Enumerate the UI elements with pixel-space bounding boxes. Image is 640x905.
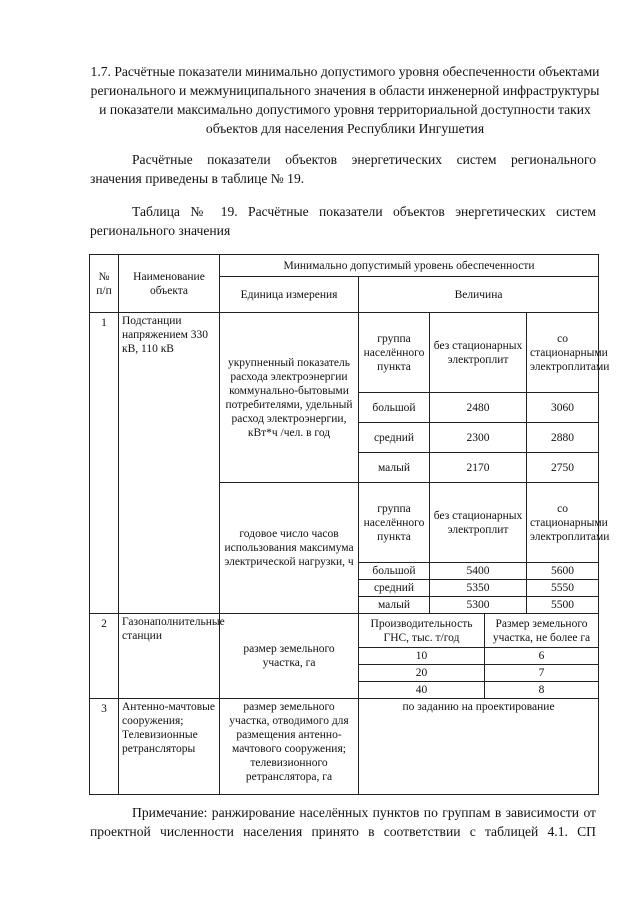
row3-num: 3 — [90, 699, 119, 795]
row1-unit-b: годовое число часов использования максимума электрической нагрузки, ч — [220, 483, 359, 614]
row3-value: по заданию на проектирование — [359, 699, 599, 795]
row1-b-v2: 5600 — [527, 563, 599, 580]
row1-b-v2: 5500 — [527, 597, 599, 614]
row1-a-v2: 2880 — [527, 423, 599, 453]
intro-paragraph-line2: значения приведены в таблице № 19. — [90, 171, 305, 186]
header-unit: Единица измерения — [220, 277, 359, 313]
row2-col2-header: Размер земельного участка, не более га — [485, 614, 599, 648]
row2-v1: 20 — [359, 665, 485, 682]
row2-v2: 7 — [485, 665, 599, 682]
note-line2: проектной численности населения принято в соответствии с таблицей 4.1. СП — [90, 824, 596, 839]
row2-v2: 6 — [485, 648, 599, 665]
row1-no-stoves-header-a: без стационарных электроплит — [430, 313, 527, 393]
indicators-table — [89, 254, 610, 795]
row1-b-group: средний — [359, 580, 430, 597]
row1-group-header-a: группа населённого пункта — [359, 313, 430, 393]
row1-a-v2: 3060 — [527, 393, 599, 423]
row1-b-v1: 5350 — [430, 580, 527, 597]
row2-unit: размер земельного участка, га — [220, 614, 359, 699]
row1-a-group: большой — [359, 393, 430, 423]
row2-v2: 8 — [485, 682, 599, 699]
row2-col1-header: Производительность ГНС, тыс. т/год — [359, 614, 485, 648]
row1-with-stoves-header-b: со стационарными электроплитами — [527, 483, 599, 563]
row1-a-v1: 2300 — [430, 423, 527, 453]
table-caption-line2: регионального значения — [90, 223, 231, 238]
row1-a-v1: 2480 — [430, 393, 527, 423]
row1-name: Подстанции напряжением 330 кВ, 110 кВ — [119, 313, 220, 614]
row1-b-group: малый — [359, 597, 430, 614]
row1-b-group: большой — [359, 563, 430, 580]
row2-v1: 10 — [359, 648, 485, 665]
row1-num: 1 — [90, 313, 119, 614]
row1-unit-a: укрупненный показатель расхода электроэнергии коммунально-бытовыми потребителями, удельный расход электроэнергии, кВт*ч /чел. в год — [220, 313, 359, 483]
header-num: № п/п — [90, 255, 119, 313]
row1-b-v1: 5400 — [430, 563, 527, 580]
row1-with-stoves-header-a: со стационарными электроплитами — [527, 313, 599, 393]
row2-v1: 40 — [359, 682, 485, 699]
row1-b-v1: 5300 — [430, 597, 527, 614]
row1-a-group: средний — [359, 423, 430, 453]
header-min-level: Минимально допустимый уровень обеспеченности — [220, 255, 599, 277]
row3-unit: размер земельного участка, отводимого для размещения антенно-мачтового сооружения; телевизионного ретранслятора, га — [220, 699, 359, 795]
note-line1: Примечание: ранжирование населённых пунктов по группам в зависимости от — [132, 805, 596, 820]
row1-group-header-b: группа населённого пункта — [359, 483, 430, 563]
row3-name: Антенно-мачтовые сооружения; Телевизионные ретрансляторы — [119, 699, 220, 795]
row1-a-group: малый — [359, 453, 430, 483]
row1-b-v2: 5550 — [527, 580, 599, 597]
intro-paragraph-line1: Расчётные показатели объектов энергетических систем регионального — [132, 152, 596, 167]
row1-a-v1: 2170 — [430, 453, 527, 483]
header-name: Наименование объекта — [119, 255, 220, 313]
row2-num: 2 — [90, 614, 119, 699]
section-heading: 1.7. Расчётные показатели минимально допустимого уровня обеспеченности объектами регионального и межмуниципального значения в области инженерной инфраструктуры и показатели максимально допустимого уровня территориальной доступности таких объектов для населения Республики Ингушетия — [90, 64, 600, 136]
table-caption-line1: Таблица № 19. Расчётные показатели объектов энергетических систем — [132, 204, 596, 219]
row1-a-v2: 2750 — [527, 453, 599, 483]
header-value: Величина — [359, 277, 599, 313]
row1-no-stoves-header-b: без стационарных электроплит — [430, 483, 527, 563]
row2-name: Газонаполнительные станции — [119, 614, 220, 699]
